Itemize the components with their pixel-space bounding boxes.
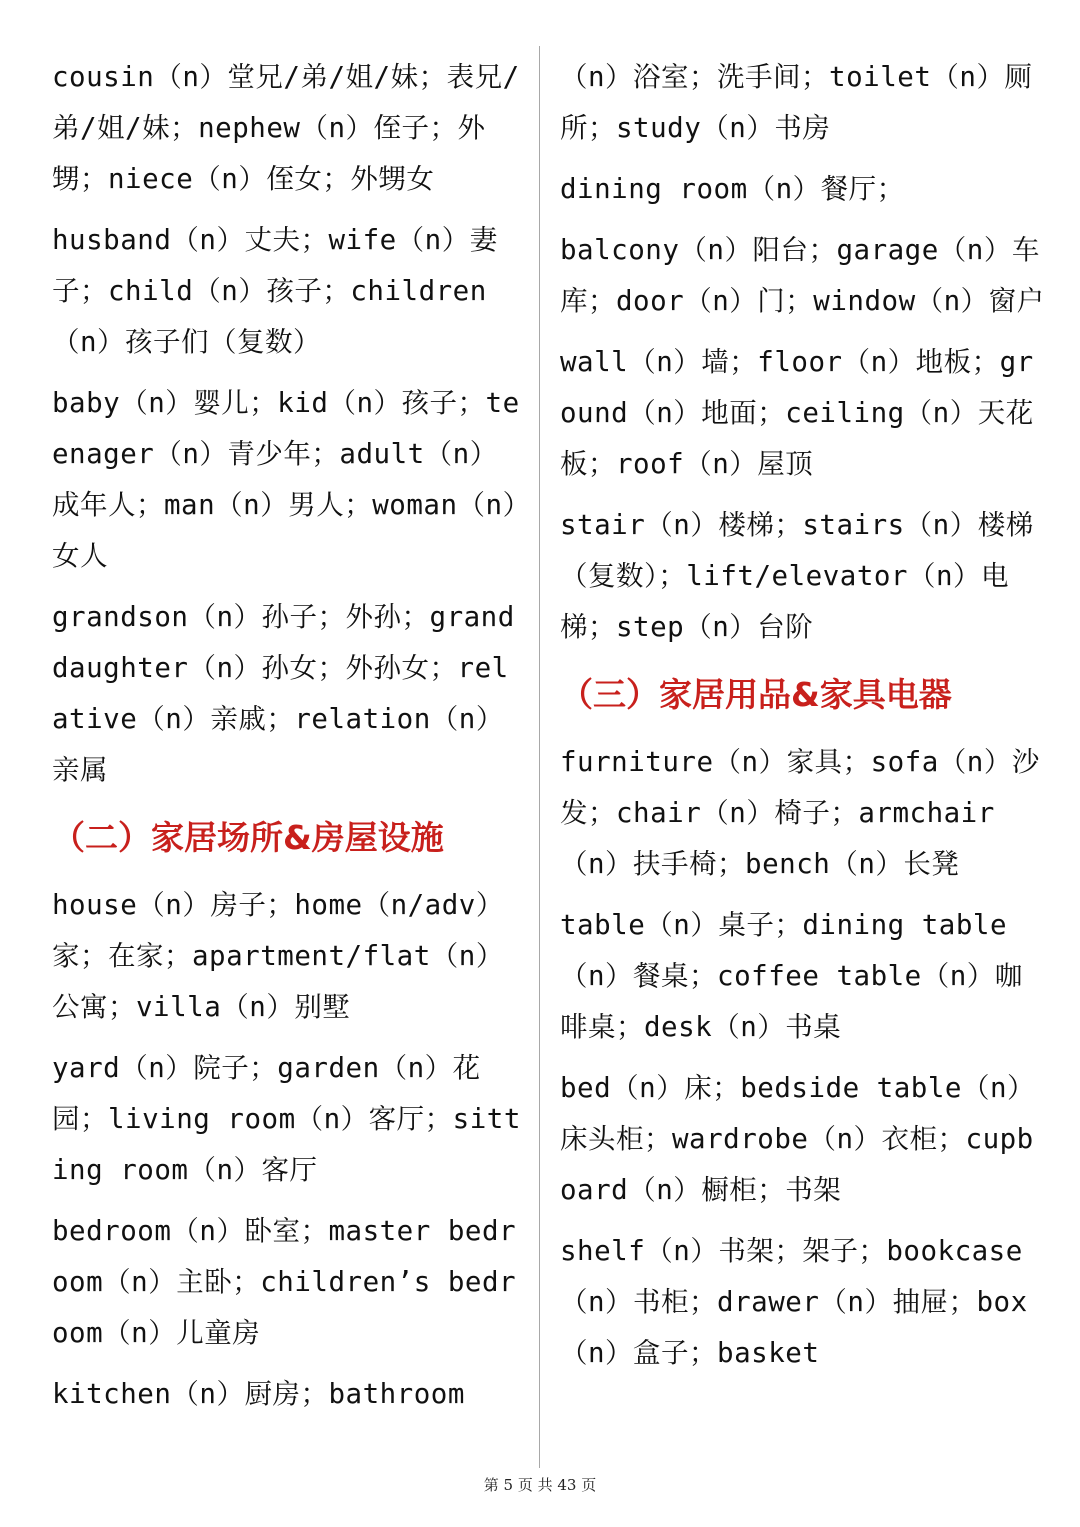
vocab-paragraph: house（n）房子；home（n/adv）家；在家；apartment/flat（n）公寓；villa（n）别墅 — [52, 889, 504, 1023]
vocab-paragraph: furniture（n）家具；sofa（n）沙发；chair（n）椅子；armchair（n）扶手椅；bench（n）长凳 — [560, 746, 1040, 880]
left-column — [52, 52, 522, 1430]
vocab-paragraph: bed（n）床；bedside table（n）床头柜；wardrobe（n）衣柜；cupboard（n）橱柜；书架 — [560, 1072, 1036, 1206]
right-column — [560, 52, 1050, 1389]
column-divider — [539, 46, 540, 1468]
vocab-paragraph: bedroom（n）卧室；master bedroom（n）主卧；children’s bedroom（n）儿童房 — [52, 1215, 517, 1349]
vocab-paragraph: husband（n）丈夫；wife（n）妻子；child（n）孩子；children（n）孩子们（复数） — [52, 224, 498, 358]
page-number-footer: 第 5 页 共 43 页 — [483, 1476, 597, 1494]
vocab-paragraph: wall（n）墙；floor（n）地板；ground（n）地面；ceiling（n）天花板；roof（n）屋顶 — [560, 346, 1034, 480]
vocab-paragraph: table（n）桌子；dining table（n）餐桌；coffee table（n）咖啡桌；desk（n）书桌 — [560, 909, 1023, 1043]
vocab-paragraph: balcony（n）阳台；garage（n）车库；door（n）门；window（n）窗户 — [560, 234, 1045, 317]
vocab-paragraph: （n）浴室；洗手间；toilet（n）厕所；study（n）书房 — [560, 61, 1033, 144]
vocab-paragraph: dining room（n）餐厅； — [560, 173, 905, 205]
vocab-paragraph: shelf（n）书架；架子；bookcase（n）书柜；drawer（n）抽屉；box（n）盒子；basket — [560, 1235, 1028, 1369]
section-heading-3: （三）家居用品&家具电器 — [560, 675, 952, 714]
vocab-paragraph: stair（n）楼梯；stairs（n）楼梯（复数）；lift/elevator（n）电梯；step（n）台阶 — [560, 509, 1034, 643]
vocab-paragraph: grandson（n）孙子；外孙；granddaughter（n）孙女；外孙女；relative（n）亲戚；relation（n）亲属 — [52, 601, 515, 786]
vocab-paragraph: kitchen（n）厨房；bathroom — [52, 1378, 465, 1410]
vocab-paragraph: baby（n）婴儿；kid（n）孩子；teenager（n）青少年；adult（n）成年人；man（n）男人；woman（n）女人 — [52, 387, 520, 572]
vocab-paragraph: cousin（n）堂兄/弟/姐/妹；表兄/弟/姐/妹；nephew（n）侄子；外甥；niece（n）侄女；外甥女 — [52, 61, 520, 195]
vocab-paragraph: yard（n）院子；garden（n）花园；living room（n）客厅；sitting room（n）客厅 — [52, 1052, 521, 1186]
section-heading-2: （二）家居场所&房屋设施 — [52, 818, 444, 857]
